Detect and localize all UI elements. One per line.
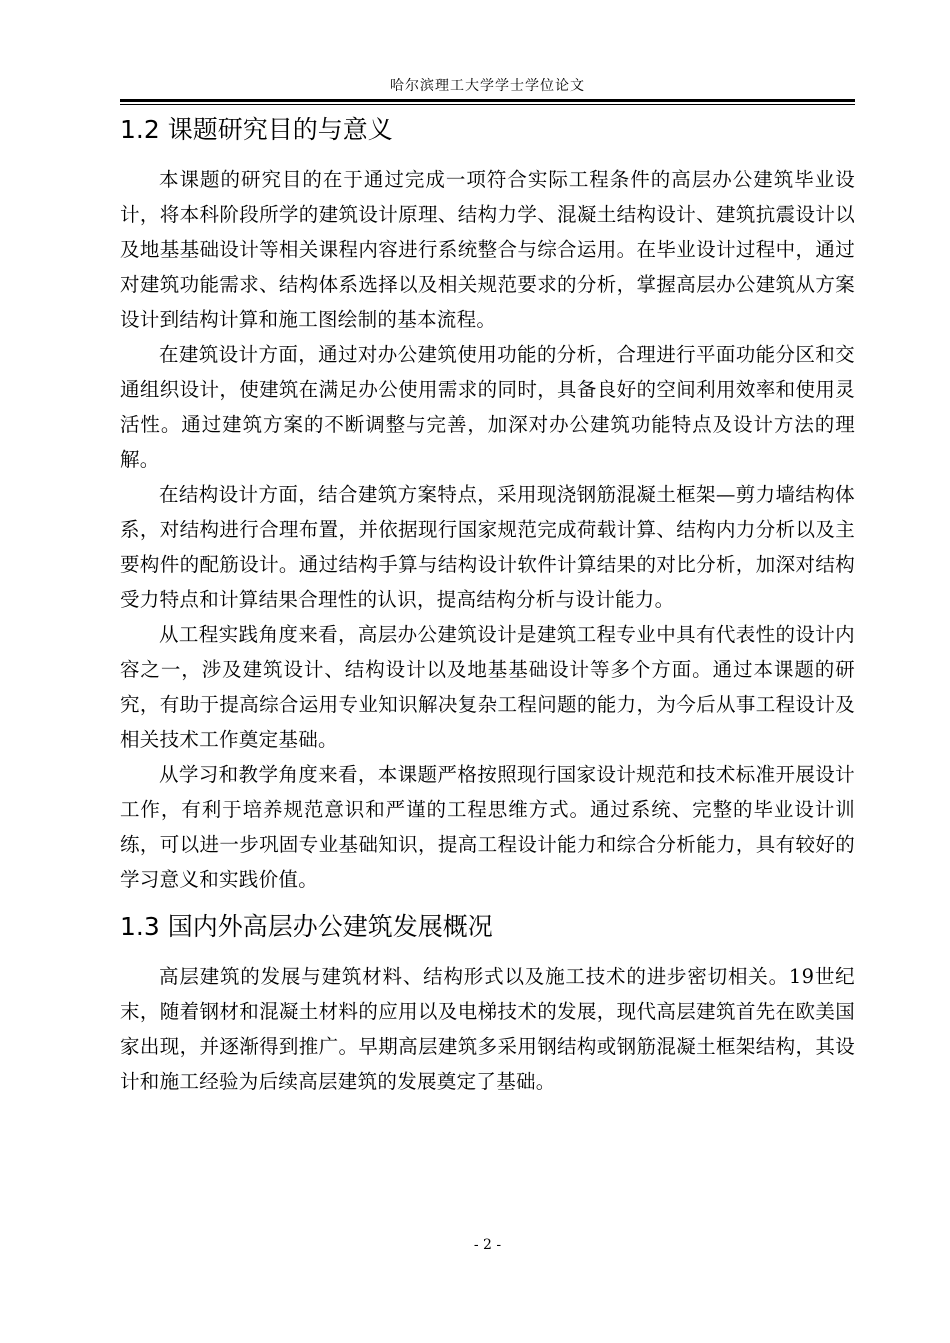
page-number: - 2 -: [473, 1237, 502, 1253]
section-heading-1-3: 1.3 国内外高层办公建筑发展概况: [120, 912, 493, 941]
section-heading-1-2: 1.2 课题研究目的与意义: [120, 115, 393, 144]
paragraph: 在结构设计方面，结合建筑方案特点，采用现浇钢筋混凝土框架—剪力墙结构体系，对结构进行合理布置，并依据现行国家规范完成荷载计算、结构内力分析以及主要构件的配筋设计。通过结构手算与结构设计软件计算结果的对比分析，加深对结构受力特点和计算结果合理性的认识，提高结构分析与设计能力。: [120, 483, 855, 611]
page-content: [120, 110, 855, 1099]
paragraph: 在建筑设计方面，通过对办公建筑使用功能的分析，合理进行平面功能分区和交通组织设计，使建筑在满足办公使用需求的同时，具备良好的空间利用效率和使用灵活性。通过建筑方案的不断调整与完善，加深对办公建筑功能特点及设计方法的理解。: [120, 343, 855, 471]
paragraph: 高层建筑的发展与建筑材料、结构形式以及施工技术的进步密切相关。19世纪末，随着钢材和混凝土材料的应用以及电梯技术的发展，现代高层建筑首先在欧美国家出现，并逐渐得到推广。早期高层建筑多采用钢结构或钢筋混凝土框架结构，其设计和施工经验为后续高层建筑的发展奠定了基础。: [120, 965, 855, 1093]
paragraph: 从学习和教学角度来看，本课题严格按照现行国家设计规范和技术标准开展设计工作，有利于培养规范意识和严谨的工程思维方式。通过系统、完整的毕业设计训练，可以进一步巩固专业基础知识，提高工程设计能力和综合分析能力，具有较好的学习意义和实践价值。: [120, 763, 855, 891]
header-rule-thick: [120, 99, 855, 102]
paragraph: 本课题的研究目的在于通过完成一项符合实际工程条件的高层办公建筑毕业设计，将本科阶段所学的建筑设计原理、结构力学、混凝土结构设计、建筑抗震设计以及地基基础设计等相关课程内容进行系统整合与综合运用。在毕业设计过程中，通过对建筑功能需求、结构体系选择以及相关规范要求的分析，掌握高层办公建筑从方案设计到结构计算和施工图绘制的基本流程。: [120, 168, 855, 331]
header-rule-thin: [120, 104, 855, 105]
paragraph: 从工程实践角度来看，高层办公建筑设计是建筑工程专业中具有代表性的设计内容之一，涉及建筑设计、结构设计以及地基基础设计等多个方面。通过本课题的研究，有助于提高综合运用专业知识解决复杂工程问题的能力，为今后从事工程设计及相关技术工作奠定基础。: [120, 623, 855, 751]
running-header: 哈尔滨理工大学学士学位论文: [390, 78, 585, 94]
